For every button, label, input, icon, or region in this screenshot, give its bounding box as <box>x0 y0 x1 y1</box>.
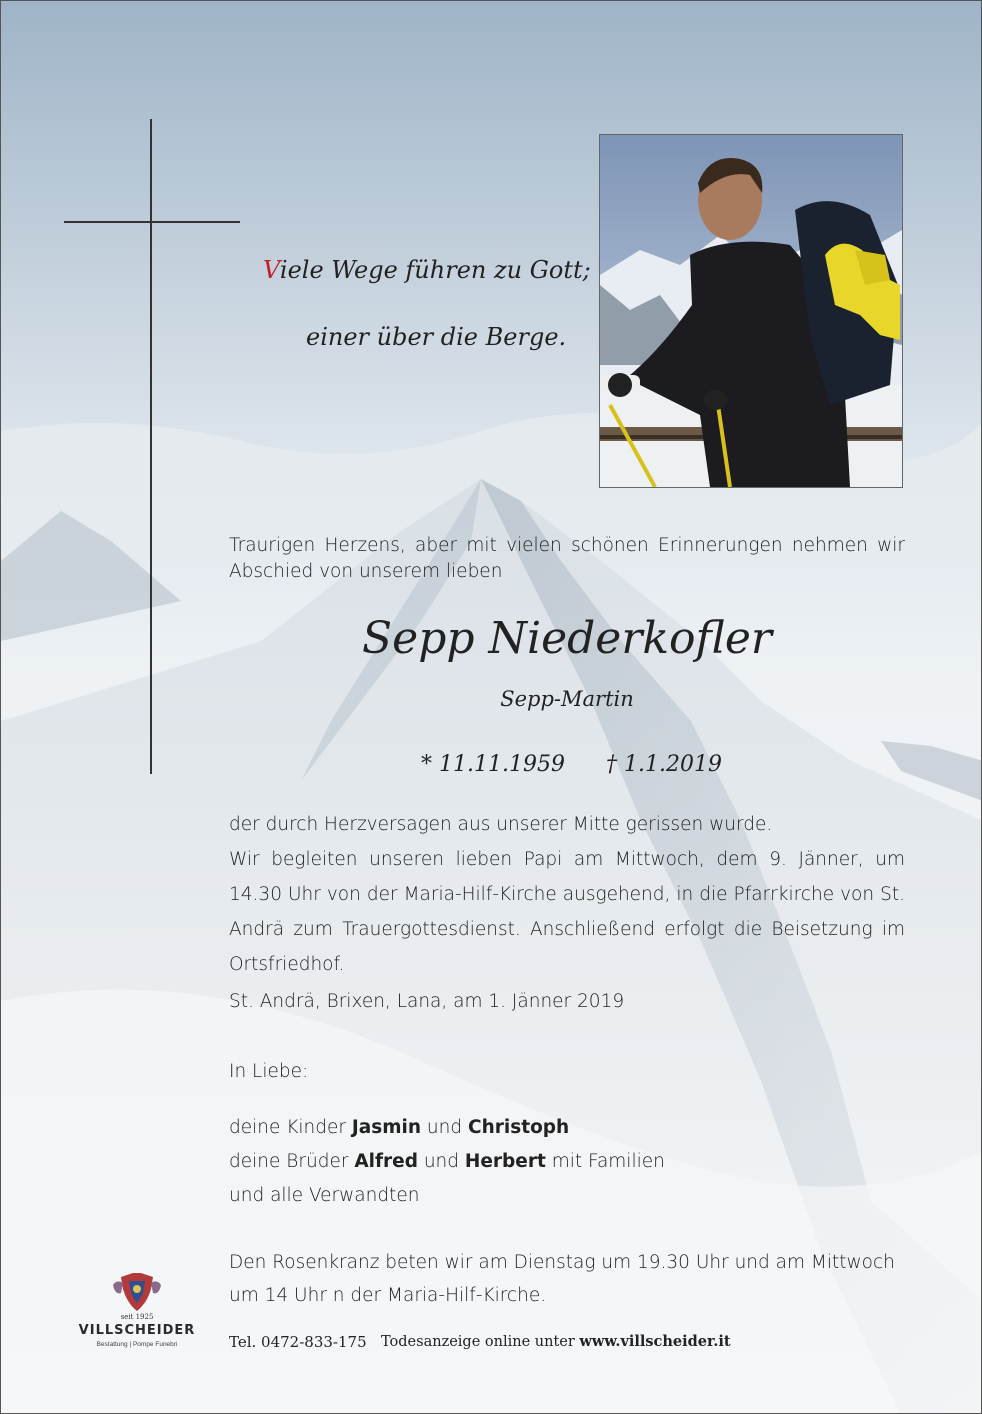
deceased-nickname: Sepp-Martin <box>500 687 634 711</box>
child-name: Jasmin <box>351 1117 422 1138</box>
footer-web-link[interactable]: www.villscheider.it <box>579 1333 731 1350</box>
logo-name: VILLSCHEIDER <box>78 1323 196 1338</box>
coat-of-arms-icon <box>77 1273 197 1313</box>
place-and-date: St. Andrä, Brixen, Lana, am 1. Jänner 2019 <box>229 991 625 1012</box>
funeral-details <box>229 807 905 982</box>
quote-initial: V <box>263 256 280 284</box>
family-text: mit Familien <box>545 1151 665 1172</box>
cross-horizontal-bar <box>64 221 240 223</box>
footer-website <box>381 1333 731 1350</box>
footer-phone: Tel. 0472-833-175 <box>229 1333 367 1351</box>
family-row-children <box>229 1111 665 1145</box>
family-row-relatives: und alle Verwandten <box>229 1185 420 1206</box>
birth-date: * 11.11.1959 <box>421 752 565 777</box>
in-liebe-heading: In Liebe: <box>229 1061 309 1082</box>
funeral-home-logo <box>77 1273 197 1365</box>
logo-since: seit 1925 <box>120 1313 154 1321</box>
body-paragraph: Wir begleiten unseren lieben Papi am Mittwoch, dem 9. Jänner, um 14.30 Uhr von der Maria-Hilf-Kirche ausgehend, in die Pfarrkirche von St. Andrä zum Trauergottesdienst. Anschließend erfolgt die Beisetzung im Ortsfriedhof. <box>229 849 905 975</box>
family-text: deine Brüder <box>229 1151 355 1172</box>
body-first-line: der durch Herzversagen aus unserer Mitte gerissen wurde. <box>229 814 773 835</box>
deceased-name: Sepp Niederkofler <box>362 613 772 664</box>
cross-vertical-bar <box>150 119 152 774</box>
rosary-notice: Den Rosenkranz beten wir am Dienstag um 19.30 Uhr und am Mittwoch um 14 Uhr n der Maria-Hilf-Kirche. <box>229 1252 895 1306</box>
intro-text: Traurigen Herzens, aber mit vielen schönen Erinnerungen nehmen wir Abschied von unserem lieben <box>229 535 905 582</box>
portrait-photo <box>599 134 903 488</box>
death-date: † 1.1.2019 <box>606 752 722 777</box>
family-text: deine Kinder <box>229 1117 352 1138</box>
family-text: und <box>421 1117 469 1138</box>
family-text: und <box>417 1151 465 1172</box>
child-name: Christoph <box>468 1117 570 1138</box>
logo-subtitle: Bestattung | Pompe Funebri <box>96 1341 178 1348</box>
family-list <box>229 1111 665 1213</box>
brother-name: Herbert <box>464 1151 546 1172</box>
quote-line-1 <box>263 256 591 284</box>
quote-line-1-rest: iele Wege führen zu Gott; <box>279 256 591 284</box>
quote-line-2: einer über die Berge. <box>306 323 567 351</box>
family-row-brothers <box>229 1145 665 1179</box>
brother-name: Alfred <box>354 1151 418 1172</box>
footer-web-prefix: Todesanzeige online unter <box>381 1334 580 1350</box>
